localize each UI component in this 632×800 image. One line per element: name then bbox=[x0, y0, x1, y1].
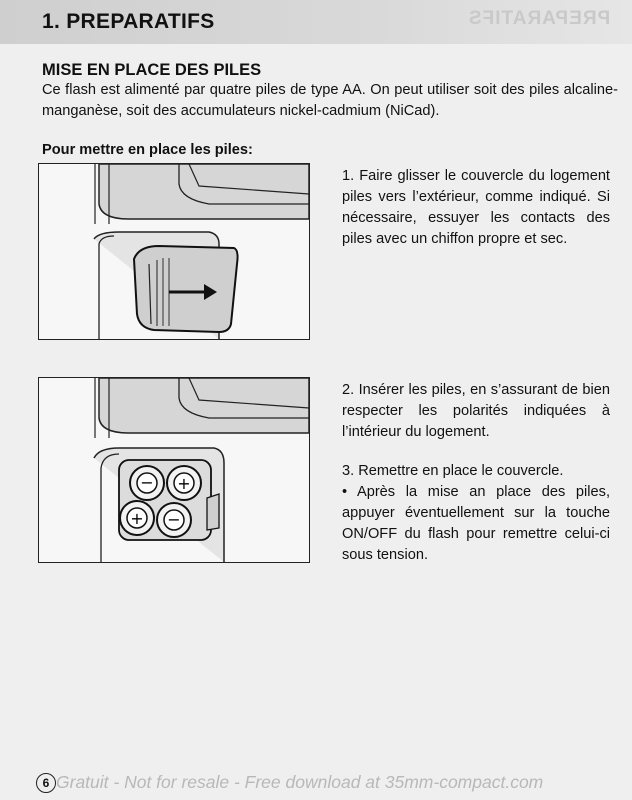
power-on-note: • Après la mise an place des piles, appuyer éventuellement sur la touche ON/OFF du flash pour remettre celui-ci sous tension. bbox=[342, 484, 610, 563]
section-title: MISE EN PLACE DES PILES bbox=[42, 61, 262, 79]
battery-compartment-illustration bbox=[39, 378, 309, 562]
step-3-text: 3. Remettre en place le couvercle. bbox=[342, 463, 564, 479]
battery-2 bbox=[167, 466, 201, 500]
intro-paragraph: Ce flash est alimenté par quatre piles de type AA. On peut utiliser soit des piles alcaline-manganèse, soit des accumulateurs nickel-cadmium (NiCad). bbox=[42, 82, 618, 119]
page-number: 6 bbox=[36, 773, 56, 793]
svg-text:+: + bbox=[130, 509, 144, 528]
chapter-title: 1. PREPARATIFS bbox=[42, 10, 215, 33]
battery-cover-illustration bbox=[39, 164, 309, 339]
bleed-through-text: PREPARATIFS bbox=[468, 8, 611, 29]
figure-insert-batteries bbox=[38, 377, 310, 563]
svg-text:−: − bbox=[140, 473, 154, 492]
step-2-text: 2. Insérer les piles, en s’assurant de bien respecter les polarités indiquées à l’intérieur du logement. bbox=[342, 382, 610, 440]
watermark: Gratuit - Not for resale - Free download at 35mm-compact.com bbox=[56, 772, 544, 792]
step-1-text: 1. Faire glisser le couvercle du logement piles vers l’extérieur, comme indiqué. Si nécessaire, essuyer les contacts des piles avec un chiffon propre et sec. bbox=[342, 168, 610, 247]
battery-4 bbox=[157, 503, 191, 537]
battery-1 bbox=[130, 466, 164, 500]
figure-open-battery-cover bbox=[38, 163, 310, 340]
svg-text:−: − bbox=[167, 510, 181, 529]
procedure-subheading: Pour mettre en place les piles: bbox=[42, 142, 253, 158]
svg-text:+: + bbox=[177, 474, 191, 493]
battery-3 bbox=[120, 501, 154, 535]
